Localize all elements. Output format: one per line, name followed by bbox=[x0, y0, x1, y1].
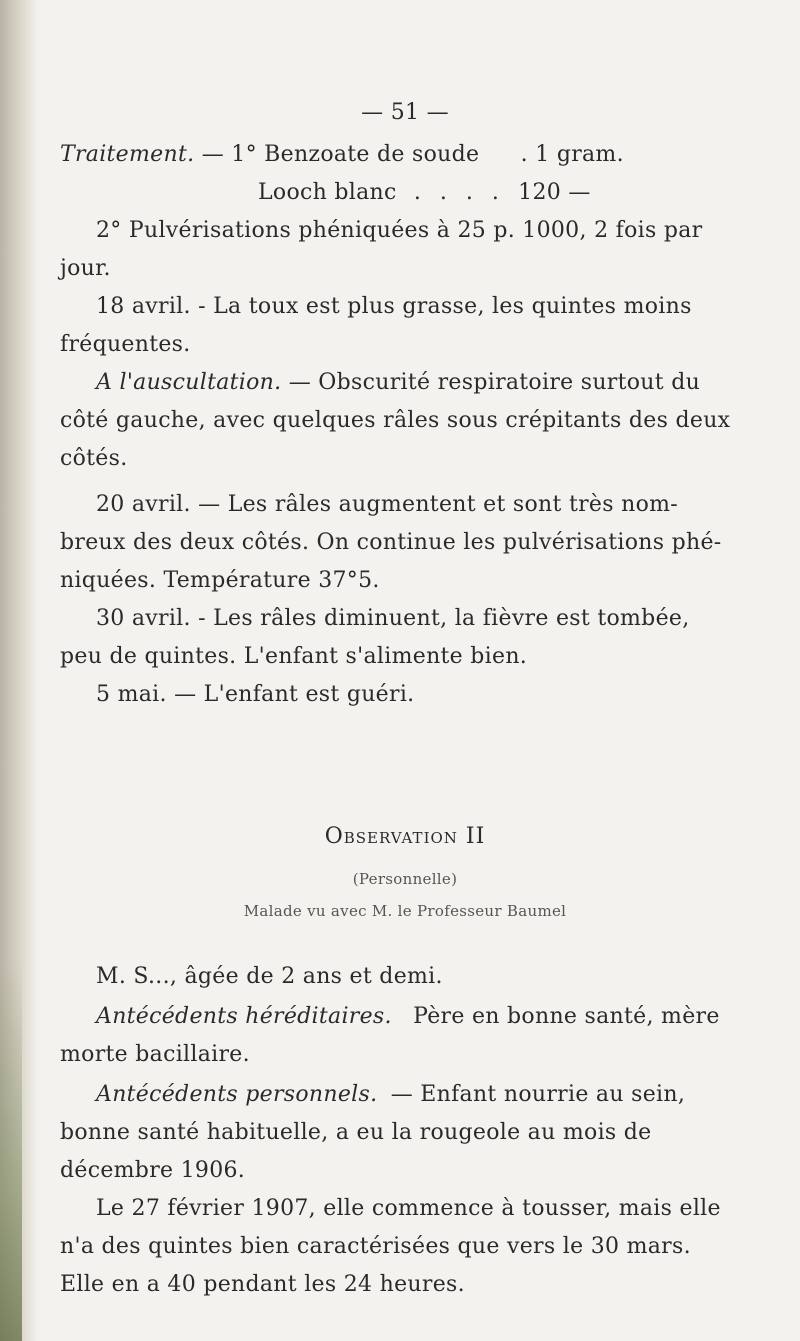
entry-20-avril-line-3: niquées. Température 37°5. bbox=[60, 568, 380, 593]
hereditary-line-2: morte bacillaire. bbox=[60, 1042, 250, 1067]
page-number: — 51 — bbox=[361, 100, 449, 125]
february-line-2: n'a des quintes bien caractérisées que vers le 30 mars. bbox=[60, 1234, 691, 1259]
auscultation-text: — Obscurité respiratoire surtout du bbox=[288, 370, 701, 395]
treatment-line-4: jour. bbox=[60, 256, 111, 281]
treatment-label: Traitement. bbox=[60, 142, 195, 167]
entry-5-mai-line-1: 5 mai. — L'enfant est guéri. bbox=[96, 682, 415, 707]
personal-line-1 bbox=[96, 1076, 685, 1114]
treatment-line-3: 2° Pulvérisations phéniquées à 25 p. 1000, 2 fois par bbox=[96, 218, 703, 243]
entry-20-avril-line-2: breux des deux côtés. On continue les pulvérisations phé- bbox=[60, 530, 722, 555]
personal-line-3: décembre 1906. bbox=[60, 1158, 246, 1183]
hereditary-line-1 bbox=[96, 998, 720, 1036]
observation-note: Malade vu avec M. le Professeur Baumel bbox=[243, 902, 567, 920]
patient-intro: M. S..., âgée de 2 ans et demi. bbox=[96, 964, 443, 989]
personal-line-2: bonne santé habituelle, a eu la rougeole au mois de bbox=[60, 1120, 652, 1145]
entry-18-avril-line-1: 18 avril. - La toux est plus grasse, les quintes moins bbox=[96, 294, 692, 319]
auscultation-label: A l'auscultation. bbox=[96, 370, 282, 395]
observation-subtitle: (Personnelle) bbox=[352, 870, 458, 888]
entry-auscultation-line-2: côté gauche, avec quelques râles sous crépitants des deux bbox=[60, 408, 731, 433]
february-line-3: Elle en a 40 pendant les 24 heures. bbox=[60, 1272, 465, 1297]
treatment-item-2: Looch blanc bbox=[258, 180, 397, 205]
treatment-line-2 bbox=[258, 174, 591, 212]
entry-20-avril-line-1: 20 avril. — Les râles augmentent et sont très nom- bbox=[96, 492, 679, 517]
hereditary-label: Antécédents héréditaires. bbox=[96, 1004, 392, 1029]
entry-auscultation-line-3: côtés. bbox=[60, 446, 128, 471]
treatment-dose-2: 120 — bbox=[518, 180, 591, 205]
observation-title: Observation II bbox=[324, 824, 486, 849]
entry-30-avril-line-2: peu de quintes. L'enfant s'alimente bien. bbox=[60, 644, 528, 669]
treatment-item-1: — 1° Benzoate de soude bbox=[201, 142, 480, 167]
entry-18-avril-line-2: fréquentes. bbox=[60, 332, 191, 357]
entry-auscultation-line-1 bbox=[96, 364, 700, 402]
personal-text: — Enfant nourrie au sein, bbox=[390, 1082, 686, 1107]
hereditary-text: Père en bonne santé, mère bbox=[413, 1004, 720, 1029]
treatment-line-1 bbox=[60, 136, 624, 174]
february-line-1: Le 27 février 1907, elle commence à tousser, mais elle bbox=[96, 1196, 721, 1221]
treatment-dose-1: . 1 gram. bbox=[520, 142, 624, 167]
entry-30-avril-line-1: 30 avril. - Les râles diminuent, la fièvre est tombée, bbox=[96, 606, 690, 631]
treatment-dots: . . . . bbox=[413, 180, 505, 205]
personal-label: Antécédents personnels. bbox=[96, 1082, 378, 1107]
page-edge-stain bbox=[0, 961, 22, 1341]
